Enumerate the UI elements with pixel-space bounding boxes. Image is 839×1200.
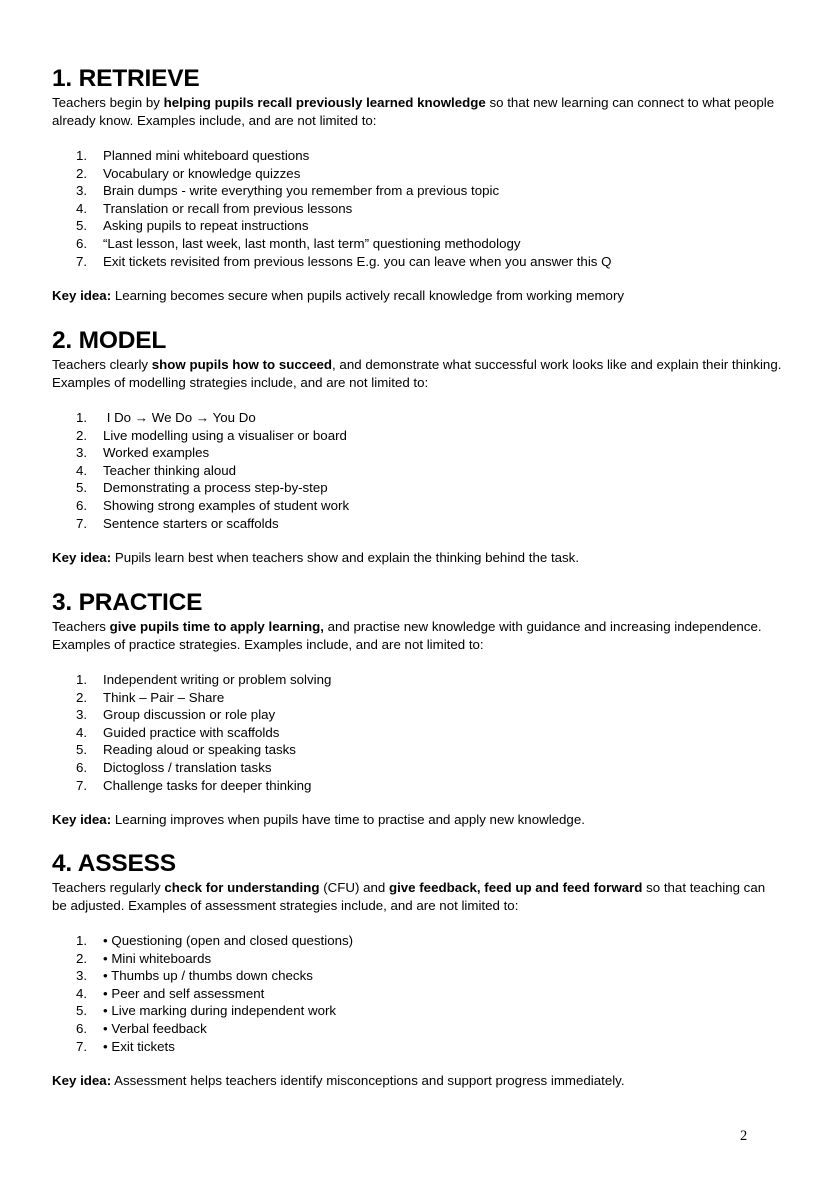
section-intro: [52, 879, 782, 914]
section-heading: 3. PRACTICE: [52, 589, 203, 616]
key-idea: [52, 811, 792, 829]
list-number: 3.: [76, 968, 88, 984]
list-item: [52, 444, 792, 462]
list-item: [52, 1038, 792, 1056]
list-item-text: Independent writing or problem solving: [103, 672, 332, 687]
intro-bold-text: show pupils how to succeed: [151, 357, 333, 372]
page-number: 2: [740, 1128, 748, 1144]
list-number: 6.: [76, 235, 88, 251]
list-item-text: Brain dumps - write everything you remember from a previous topic: [103, 183, 500, 199]
list-number: 4.: [76, 724, 88, 740]
key-idea-text: Learning improves when pupils have time to practise and apply new knowledge.: [111, 812, 585, 828]
section-assess: [52, 849, 792, 1090]
section-heading: 2. MODEL: [52, 327, 167, 354]
list-number: 7.: [76, 253, 88, 269]
list-item-text: Planned mini whiteboard questions: [103, 148, 310, 163]
list-item-text: “Last lesson, last week, last month, last term” questioning methodology: [103, 235, 521, 251]
list-number: 2.: [76, 950, 88, 966]
list-item-text: Think – Pair – Share: [103, 689, 225, 705]
key-idea-text: Assessment helps teachers identify misconceptions and support progress immediately.: [111, 1073, 625, 1089]
list-item-text: • Verbal feedback: [103, 1020, 207, 1036]
intro-text: and practise new knowledge with guidance and increasing independence. Examples of practice strategies. Examples include, and are not limited to:: [52, 619, 762, 652]
list-number: 6.: [76, 1020, 88, 1036]
list-item: [52, 1002, 792, 1020]
list-item: [52, 462, 792, 480]
list-number: 3.: [76, 445, 88, 461]
list-number: 4.: [76, 462, 88, 478]
list-item: [52, 427, 792, 445]
list-item: [52, 497, 792, 515]
list-number: 3.: [76, 183, 88, 199]
list-item-text: Worked examples: [103, 445, 210, 461]
section-model: [52, 326, 792, 567]
list-item-text: Teacher thinking aloud: [103, 462, 237, 478]
list-number: 3.: [76, 707, 88, 723]
list-number: 2.: [76, 427, 88, 443]
list-item-text: Dictogloss / translation tasks: [103, 759, 272, 775]
intro-text: Teachers: [52, 619, 110, 634]
list-item-text: Exit tickets revisited from previous lessons E.g. you can leave when you answer this Q: [103, 253, 612, 269]
list-number: 5.: [76, 742, 88, 758]
list-number: 1.: [76, 410, 88, 425]
intro-text: Teachers clearly: [52, 357, 152, 372]
list-item-text: • Thumbs up / thumbs down checks: [103, 968, 313, 984]
section-intro: [52, 618, 782, 653]
strategy-list: [52, 932, 792, 1055]
list-item: [52, 147, 792, 165]
intro-text: Teachers regularly: [52, 880, 165, 895]
list-number: 4.: [76, 200, 88, 216]
intro-text: , and demonstrate what successful work looks like and explain their thinking. Examples of modelling strategies include, and are not limited to:: [52, 357, 782, 390]
list-item-text: Sentence starters or scaffolds: [103, 515, 279, 531]
key-idea-text: Pupils learn best when teachers show and explain the thinking behind the task.: [111, 550, 580, 566]
list-item-text: • Live marking during independent work: [103, 1003, 337, 1019]
list-item-text: I Do → We Do → You Do: [103, 410, 256, 425]
list-item: [52, 165, 792, 183]
list-item: [52, 515, 792, 533]
intro-bold-text: give feedback, feed up and feed forward: [388, 880, 643, 895]
list-number: 1.: [76, 672, 88, 687]
intro-text: so that teaching can be adjusted. Examples of assessment strategies include, and are not limited to:: [52, 880, 766, 913]
strategy-list: [52, 409, 792, 532]
list-number: 7.: [76, 1038, 88, 1054]
list-item-text: Showing strong examples of student work: [103, 497, 350, 513]
intro-bold-text: check for understanding: [164, 880, 320, 895]
list-item: [52, 741, 792, 759]
key-idea: [52, 287, 792, 305]
list-number: 5.: [76, 480, 88, 496]
list-item-text: • Exit tickets: [103, 1038, 175, 1054]
list-item: [52, 950, 792, 968]
section-practice: [52, 588, 792, 829]
list-item: [52, 706, 792, 724]
list-item: [52, 967, 792, 985]
list-item: [52, 1020, 792, 1038]
list-number: 6.: [76, 497, 88, 513]
section-heading: 1. RETRIEVE: [52, 65, 200, 92]
list-item: [52, 253, 792, 271]
list-item: [52, 985, 792, 1003]
list-number: 1.: [76, 148, 88, 163]
key-idea-label: Key idea:: [52, 812, 112, 828]
strategy-list: [52, 671, 792, 794]
intro-text: Teachers begin by: [52, 95, 164, 110]
list-item: [52, 479, 792, 497]
list-item: [52, 759, 792, 777]
list-number: 6.: [76, 759, 88, 775]
list-item: [52, 200, 792, 218]
list-item-text: • Peer and self assessment: [103, 985, 265, 1001]
list-number: 7.: [76, 777, 88, 793]
list-item: [52, 689, 792, 707]
list-item-text: Reading aloud or speaking tasks: [103, 742, 296, 758]
list-item: [52, 217, 792, 235]
list-item-text: Vocabulary or knowledge quizzes: [103, 165, 301, 181]
list-item: [52, 182, 792, 200]
list-number: 2.: [76, 689, 88, 705]
key-idea-label: Key idea:: [52, 1073, 112, 1089]
list-item-text: Challenge tasks for deeper thinking: [103, 777, 312, 793]
list-item-text: • Questioning (open and closed questions): [103, 933, 354, 948]
list-item-text: Translation or recall from previous lessons: [103, 200, 353, 216]
key-idea: [52, 549, 792, 567]
list-item-text: Live modelling using a visualiser or board: [103, 427, 347, 443]
list-number: 2.: [76, 165, 88, 181]
intro-bold-text: give pupils time to apply learning,: [109, 619, 324, 634]
list-item-text: Asking pupils to repeat instructions: [103, 218, 309, 234]
section-retrieve: [52, 64, 792, 305]
list-item-text: Group discussion or role play: [103, 707, 276, 723]
section-intro: [52, 94, 782, 129]
list-number: 7.: [76, 515, 88, 531]
list-item-text: Demonstrating a process step-by-step: [103, 480, 328, 496]
list-item: [52, 777, 792, 795]
key-idea-label: Key idea:: [52, 288, 112, 304]
list-item: [52, 671, 792, 689]
intro-text: so that new learning can connect to what people already know. Examples include, and are not limited to:: [52, 95, 775, 128]
list-item-text: Guided practice with scaffolds: [103, 724, 280, 740]
section-intro: [52, 356, 782, 391]
list-item-text: • Mini whiteboards: [103, 950, 212, 966]
intro-bold-text: helping pupils recall previously learned knowledge: [163, 95, 486, 110]
list-item: [52, 932, 792, 950]
section-heading: 4. ASSESS: [52, 850, 176, 877]
list-number: 1.: [76, 933, 88, 948]
key-idea: [52, 1072, 792, 1090]
key-idea-text: Learning becomes secure when pupils actively recall knowledge from working memory: [111, 288, 625, 304]
list-item: [52, 235, 792, 253]
list-item: [52, 409, 792, 427]
intro-text: (CFU) and: [319, 880, 389, 895]
list-number: 5.: [76, 218, 88, 234]
list-number: 5.: [76, 1003, 88, 1019]
strategy-list: [52, 147, 792, 270]
list-number: 4.: [76, 985, 88, 1001]
list-item: [52, 724, 792, 742]
key-idea-label: Key idea:: [52, 550, 112, 566]
